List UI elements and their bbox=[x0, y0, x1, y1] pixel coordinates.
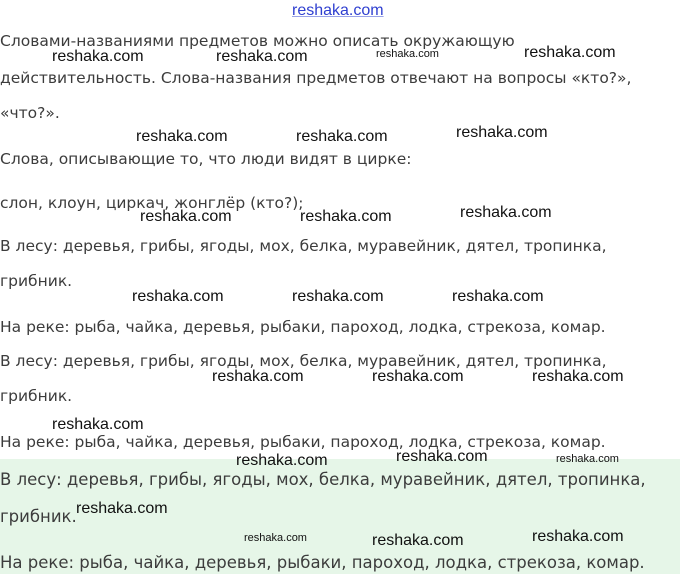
watermark: reshaka.com bbox=[212, 368, 304, 385]
river-line-1: На реке: рыба, чайка, деревья, рыбаки, пароход, лодка, стрекоза, комар. bbox=[0, 318, 606, 336]
watermark: reshaka.com bbox=[216, 48, 308, 65]
site-logo-link[interactable]: reshaka.com bbox=[292, 2, 384, 19]
forest-line-3b: грибник. bbox=[0, 507, 77, 526]
watermark: reshaka.com bbox=[532, 528, 624, 545]
circus-list: слон, клоун, циркач, жонглёр (кто?); bbox=[0, 194, 304, 212]
river-line-3: На реке: рыба, чайка, деревья, рыбаки, пароход, лодка, стрекоза, комар. bbox=[0, 553, 645, 572]
watermark: reshaka.com bbox=[296, 128, 388, 145]
watermark: reshaka.com bbox=[452, 288, 544, 305]
watermark: reshaka.com bbox=[136, 128, 228, 145]
watermark: reshaka.com bbox=[52, 48, 144, 65]
watermark: reshaka.com bbox=[524, 44, 616, 61]
watermark: reshaka.com bbox=[456, 124, 548, 141]
forest-line-2b: грибник. bbox=[0, 387, 73, 405]
watermark: reshaka.com bbox=[372, 532, 464, 549]
watermark: reshaka.com bbox=[376, 48, 439, 60]
watermark: reshaka.com bbox=[132, 288, 224, 305]
watermark: reshaka.com bbox=[372, 368, 464, 385]
watermark: reshaka.com bbox=[76, 500, 168, 517]
watermark: reshaka.com bbox=[300, 208, 392, 225]
intro-line-1: Словами-названиями предметов можно описать окружающую bbox=[0, 32, 515, 50]
forest-line-1a: В лесу: деревья, грибы, ягоды, мох, белка, муравейник, дятел, тропинка, bbox=[0, 237, 607, 255]
watermark: reshaka.com bbox=[532, 368, 624, 385]
forest-line-2a: В лесу: деревья, грибы, ягоды, мох, белка, муравейник, дятел, тропинка, bbox=[0, 352, 607, 370]
circus-label: Слова, описывающие то, что люди видят в цирке: bbox=[0, 150, 412, 168]
intro-line-2: действительность. Слова-названия предметов отвечают на вопросы «кто?», bbox=[0, 69, 632, 87]
watermark: reshaka.com bbox=[460, 204, 552, 221]
forest-line-1b: грибник. bbox=[0, 272, 73, 290]
intro-line-3: «что?». bbox=[0, 104, 60, 122]
watermark: reshaka.com bbox=[292, 288, 384, 305]
watermark: reshaka.com bbox=[236, 452, 328, 469]
watermark: reshaka.com bbox=[244, 532, 307, 544]
watermark: reshaka.com bbox=[52, 416, 144, 433]
watermark: reshaka.com bbox=[140, 208, 232, 225]
watermark: reshaka.com bbox=[556, 453, 619, 465]
watermark: reshaka.com bbox=[396, 448, 488, 465]
forest-line-3a: В лесу: деревья, грибы, ягоды, мох, белка, муравейник, дятел, тропинка, bbox=[0, 470, 646, 489]
river-line-2: На реке: рыба, чайка, деревья, рыбаки, пароход, лодка, стрекоза, комар. bbox=[0, 433, 606, 451]
